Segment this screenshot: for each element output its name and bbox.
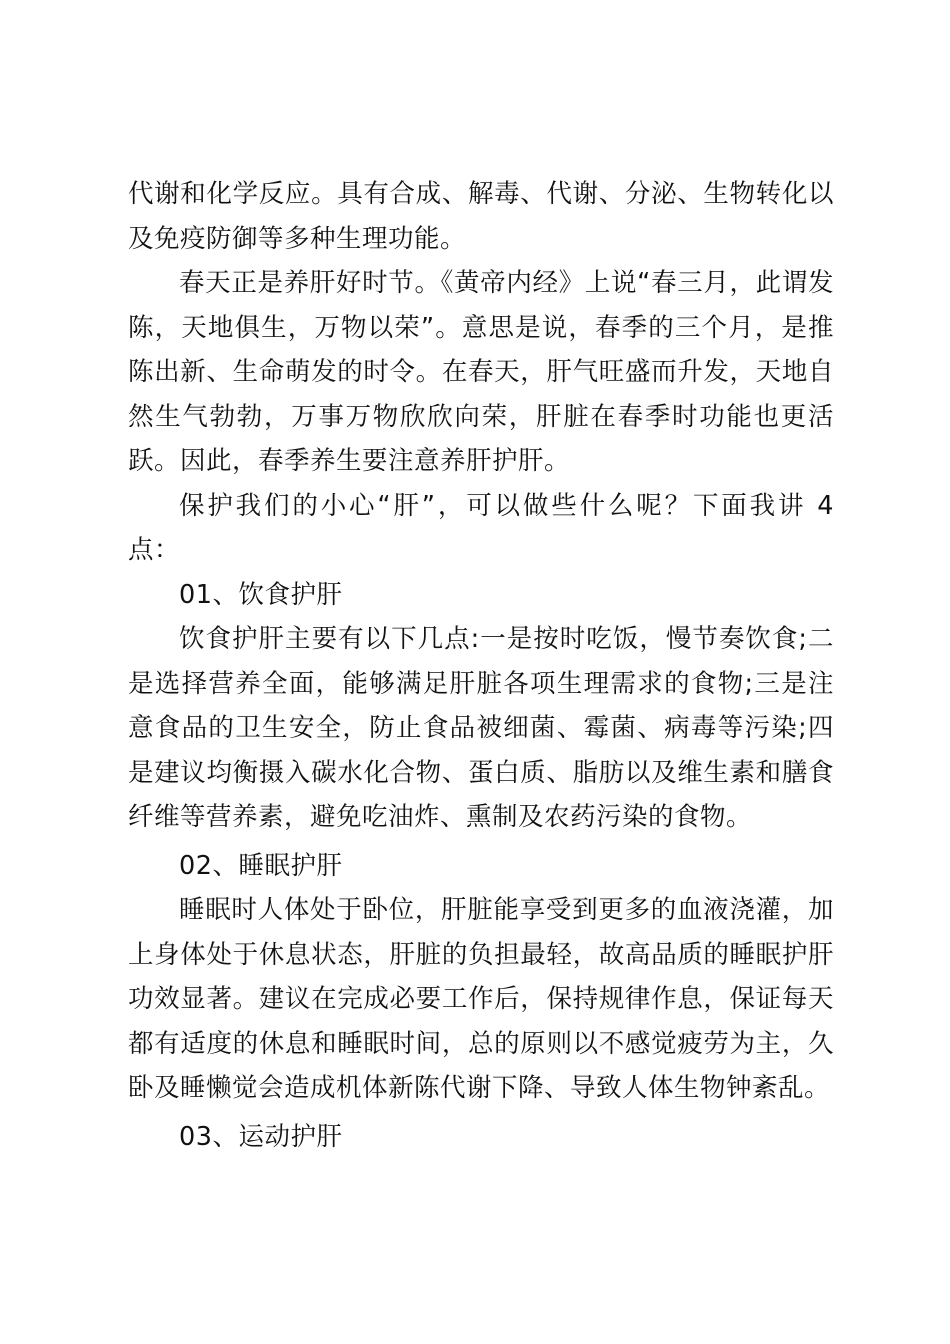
paragraph-four-points-intro: 保护我们的小心“肝”，可以做些什么呢？下面我讲 4 点： (128, 490, 834, 565)
paragraph-liver-functions: 代谢和化学反应。具有合成、解毒、代谢、分泌、生物转化以及免疫防御等多种生理功能。 (128, 179, 834, 254)
document-body (128, 172, 834, 1159)
paragraph-spring-liver: 春天正是养肝好时节。《黄帝内经》上说“春三月，此谓发陈，天地俱生，万物以荣”。意思是说，春季的三个月，是推陈出新、生命萌发的时令。在春天，肝气旺盛而升发，天地自然生气勃勃，万事万物欣欣向荣，肝脏在春季时功能也更活跃。因此，春季养生要注意养肝护肝。 (128, 268, 834, 476)
section-heading-sleep: 02、睡眠护肝 (179, 850, 343, 881)
paragraph-sleep: 睡眠时人体处于卧位，肝脏能享受到更多的血液浇灌，加上身体处于休息状态，肝脏的负担最轻，故高品质的睡眠护肝功效显著。建议在完成必要工作后，保持规律作息，保证每天都有适度的休息和睡眠时间，总的原则以不感觉疲劳为主，久卧及睡懒觉会造成机体新陈代谢下降、导致人体生物钟紊乱。 (128, 895, 834, 1103)
section-heading-diet: 01、饮食护肝 (179, 579, 343, 610)
section-heading-exercise: 03、运动护肝 (179, 1121, 343, 1152)
paragraph-diet: 饮食护肝主要有以下几点:一是按时吃饭，慢节奏饮食;二是选择营养全面，能够满足肝脏各项生理需求的食物;三是注意食品的卫生安全，防止食品被细菌、霉菌、病毒等污染;四是建议均衡摄入碳水化合物、蛋白质、脂肪以及维生素和膳食纤维等营养素，避免吃油炸、熏制及农药污染的食物。 (128, 624, 834, 832)
